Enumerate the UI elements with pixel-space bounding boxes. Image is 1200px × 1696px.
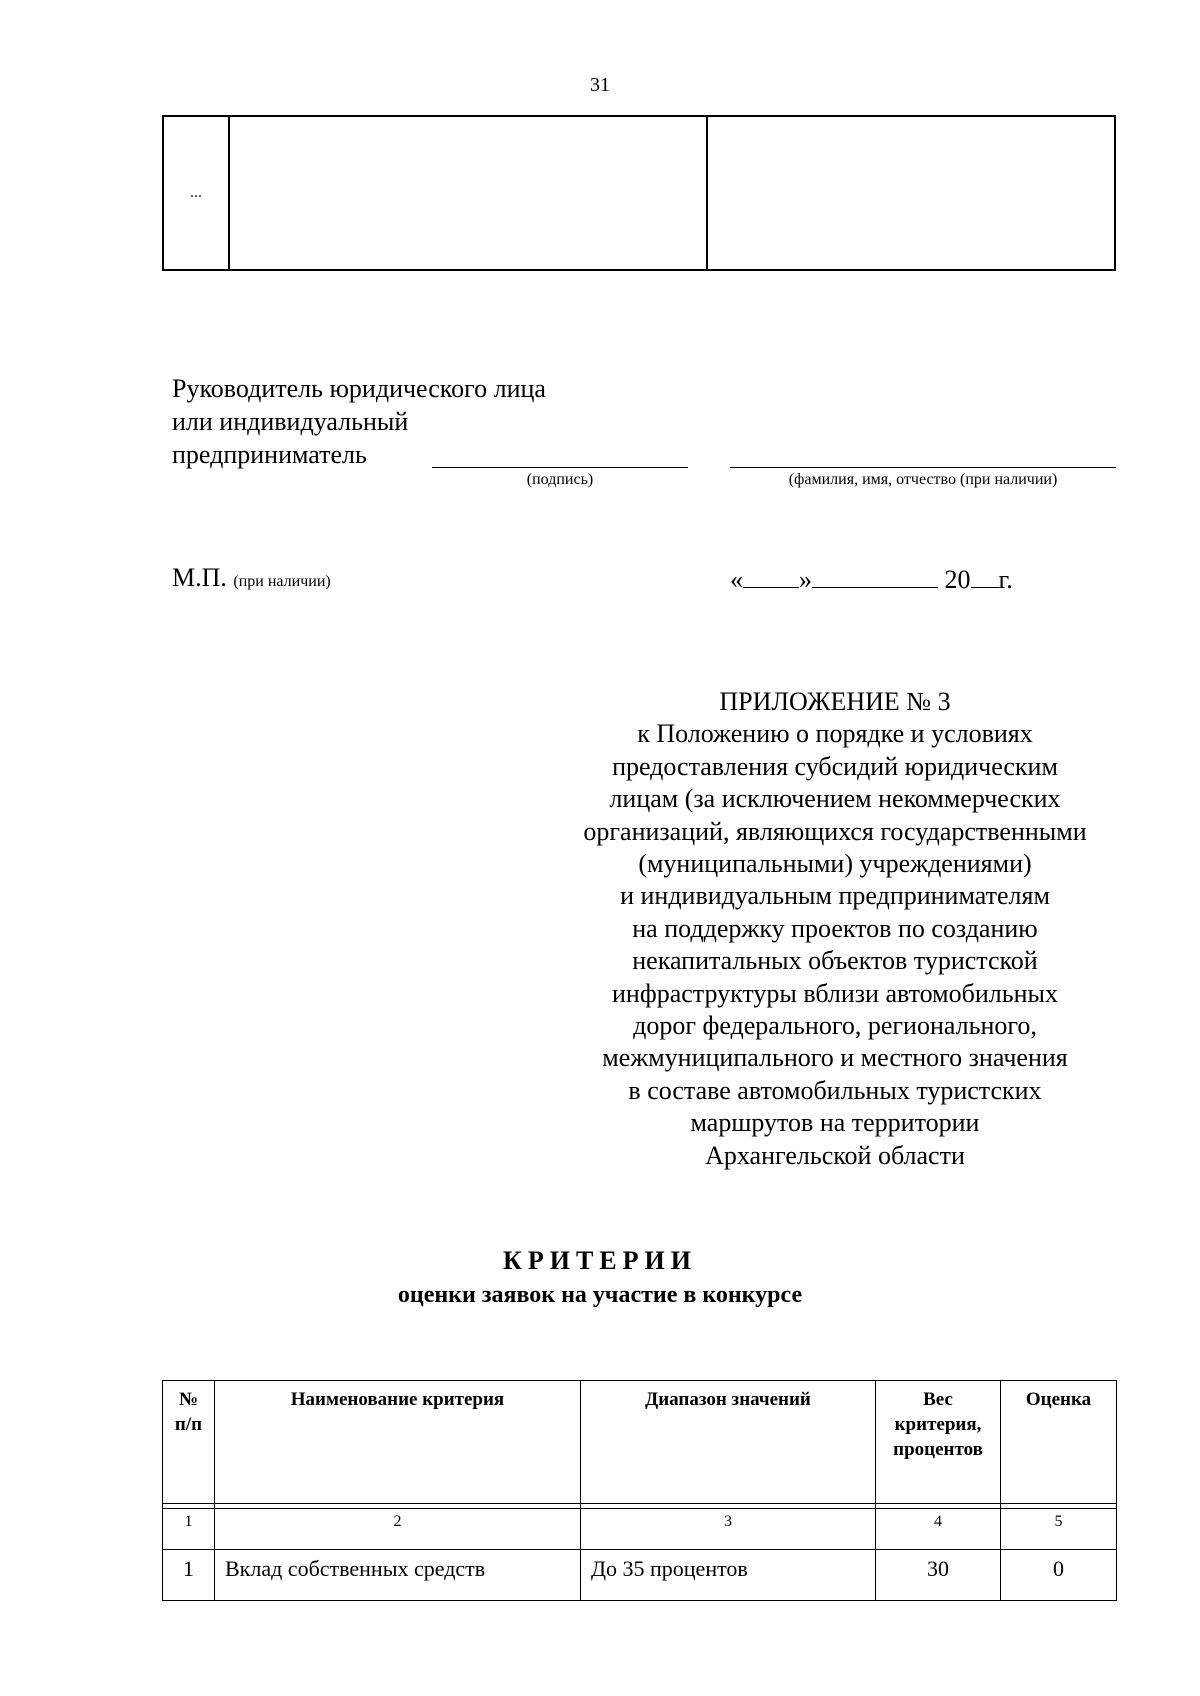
appendix-line: некапитальных объектов туристской [632,946,1038,976]
table-row [163,1550,1117,1601]
header-value-range [581,1381,876,1504]
cell-weight: 30 [876,1550,1001,1601]
header-text: критерия, [894,1414,982,1435]
year-blank [971,563,999,588]
cell-score: 0 [1001,1550,1117,1601]
column-number: 2 [215,1509,581,1550]
header-weight [876,1381,1001,1504]
appendix-line: (муниципальными) учреждениями) [638,849,1032,879]
table-cell-number: ... [163,116,229,270]
header-text: Вес [923,1389,953,1410]
cell-number: 1 [163,1550,215,1601]
signature-line [432,467,688,468]
date-close-quote: » [799,565,812,594]
appendix-line: межмуниципального и местного значения [602,1043,1068,1073]
table-cell-value [707,116,1115,270]
criteria-table [162,1380,1117,1601]
header-text: процентов [893,1439,983,1460]
seal-mark [172,563,331,593]
header-text: п/п [174,1414,203,1435]
appendix-line: на поддержку проектов по созданию [632,913,1038,943]
page-number: 31 [590,74,610,96]
header-text: № [178,1389,199,1410]
table-header-row [163,1381,1117,1504]
day-blank [743,563,799,588]
date-open-quote: « [730,565,743,594]
header-text: Наименование критерия [290,1389,505,1410]
column-number: 4 [876,1509,1001,1550]
appendix-line: дорог федерального, регионального, [633,1011,1037,1041]
signer-line: или индивидуальный [172,407,409,436]
header-number [163,1381,215,1504]
year-prefix: 20 [944,565,971,594]
column-number: 3 [581,1509,876,1550]
header-text: Оценка [1025,1389,1092,1410]
signature-caption: (подпись) [526,471,594,488]
column-number: 1 [163,1509,215,1550]
cell-value-range: До 35 процентов [581,1550,876,1601]
appendix-line: Архангельской области [705,1140,965,1170]
column-number-row [163,1509,1117,1550]
appendix-heading [540,686,1130,1172]
date-field [730,563,1013,595]
seal-note: (при наличии) [233,573,331,590]
appendix-line: предоставления субсидий юридическим [612,751,1058,781]
appendix-line: лицам (за исключением некоммерческих [609,784,1061,814]
continuation-table [162,115,1116,271]
month-blank [812,563,938,588]
criteria-subtitle: оценки заявок на участие в конкурсе [397,1282,803,1308]
appendix-line: и индивидуальным предпринимателям [620,881,1050,911]
table-cell-name [229,116,707,270]
cell-criterion-name: Вклад собственных средств [215,1550,581,1601]
signer-line: предприниматель [172,440,367,469]
seal-label: М.П. [172,563,227,592]
appendix-line: маршрутов на территории [690,1108,980,1138]
table-row [163,116,1115,270]
header-score [1001,1381,1117,1504]
signer-title [172,372,546,471]
header-text: Диапазон значений [645,1389,811,1410]
column-number: 5 [1001,1509,1117,1550]
appendix-line: ПРИЛОЖЕНИЕ № 3 [719,687,951,716]
name-line [730,467,1116,468]
year-suffix: г. [998,565,1013,594]
appendix-line: инфраструктуры вблизи автомобильных [612,978,1058,1008]
appendix-line: в составе автомобильных туристских [628,1075,1042,1105]
header-criterion-name [215,1381,581,1504]
appendix-line: организаций, являющихся государственными [583,816,1087,846]
name-caption: (фамилия, имя, отчество (при наличии) [788,471,1058,488]
criteria-title: КРИТЕРИИ [503,1246,697,1275]
appendix-line: к Положению о порядке и условиях [637,719,1033,749]
signer-line: Руководитель юридического лица [172,374,546,403]
